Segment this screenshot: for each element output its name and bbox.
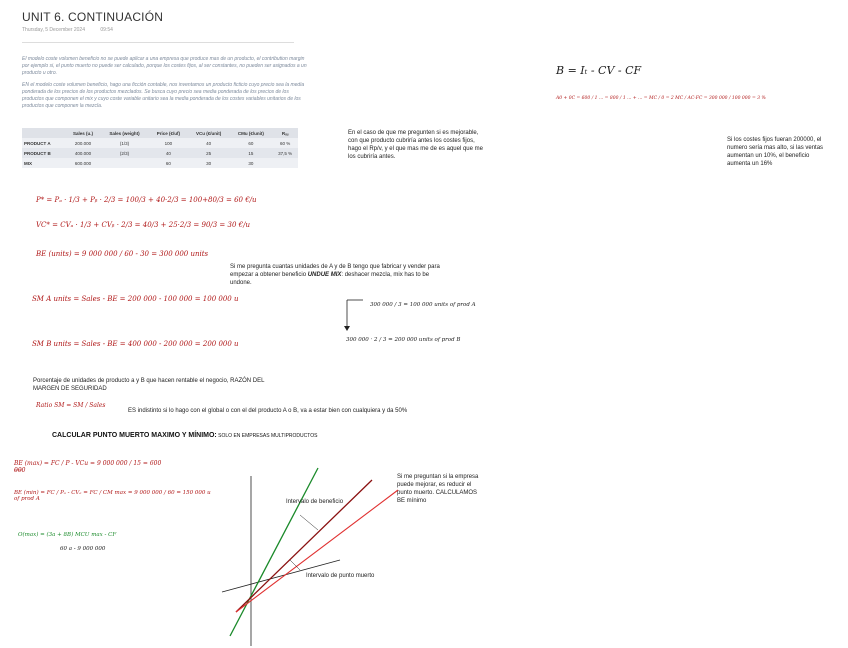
table-cell: 40: [149, 148, 188, 158]
undue-mix-label: UNDUE MIX: [307, 272, 342, 278]
table-header: VCu (€/unit): [188, 128, 230, 138]
table-cell: MIX: [22, 158, 66, 168]
arrow-b-result: 300 000 · 2 / 3 = 200 000 units of prod B: [346, 337, 461, 343]
table-cell: 600.000: [66, 158, 100, 168]
intro-paragraph-2: EN el modelo coste volumen beneficio, hago una ficción contable, nos inventamos un producto ficticio cuyo precio sea la media ponderada de los precios de los productos mezclados. Se busca cuyo precio sea media ponderada de los precios de los productos que componen el mix y cuyo coste variable unitario sea la media ponderada de los costes variables unitarios de los productos que componen la mezcla.: [22, 82, 305, 109]
intro-paragraph-1: El modelo coste volumen beneficio no se puede aplicar a una empresa que produce mas de un producto, el contribution margin por ejemplo si, el punto muerto no puede ser calculado, porque los costes fijos, al ser constantes, no pueden ser asignados a un producto u otro.: [22, 56, 307, 76]
table-cell: 400.000: [66, 148, 100, 158]
date-text: Thursday, 5 December 2024: [22, 27, 85, 33]
table-cell: 15: [230, 148, 273, 158]
table-cell: 30: [188, 158, 230, 168]
be-max-formula: BE (max) = FC / P - VCu = 9 000 000 / 15 = 600 000: [14, 460, 162, 474]
table-cell: (1/3): [100, 138, 149, 148]
table-header: Sales (u.): [66, 128, 100, 138]
table-cell: PRODUCT A: [22, 138, 66, 148]
benefit-pointer: [300, 515, 318, 530]
heading-main: CALCULAR PUNTO MUERTO MAXIMO Y MÍNIMO:: [52, 432, 217, 439]
table-cell: 40: [188, 138, 230, 148]
table-cell: 25: [188, 148, 230, 158]
o-max-formula-2: 60 a - 9 000 000: [60, 546, 106, 552]
table-cell: 37,5 %: [272, 148, 298, 158]
p-star-text: P* = Pₐ · 1/3 + Pᵦ · 2/3 = 100/3 + 40·2/3 = 100+80/3 = 60 €/u: [36, 196, 257, 204]
ratio-sm-formula: Ratio SM = SM / Sales: [36, 402, 106, 409]
table-cell: (2/3): [100, 148, 149, 158]
note-improve-question: Si me preguntan si la empresa puede mejorar, es reducir el punto muerto. CALCULAMOS BE mínimo: [397, 474, 479, 504]
arrow-a-result: 300 000 / 3 = 100 000 units of prod A: [370, 302, 476, 308]
sm-a-text: SM A units = Sales - BE = 200 000 - 100 000 = 100 000 u: [32, 295, 239, 303]
chart-label-dead: Intervalo de punto muerto: [306, 573, 375, 579]
table-cell: 60: [149, 158, 188, 168]
mix-sum-formula: A0 + 0C = 600 / 1 ... = 800 / 1 ... + ... = MC / 0 = 2 MC / AC·FC = 300 000 / 100 000 = 3 %: [556, 96, 766, 101]
red-line: [236, 490, 398, 612]
table-cell: 200.000: [66, 138, 100, 148]
green-line: [230, 468, 318, 636]
table-header: CMu (€/unit): [230, 128, 273, 138]
arrow-head: [344, 326, 350, 331]
heading-sub: SOLO EN EMPRESAS MULTIPRODUCTOS: [216, 433, 318, 439]
table-header: Rₓᵤ: [272, 128, 298, 138]
page-title: UNIT 6. CONTINUACIÓN: [22, 10, 164, 24]
table-cell: PRODUCT B: [22, 148, 66, 158]
note-percentage: Porcentaje de unidades de producto a y B que hacen rentable el negocio, RAZÓN DEL MARGEN DE SEGURIDAD: [33, 378, 265, 392]
table-cell: 60: [230, 138, 273, 148]
be-min-formula: BE (min) = FC / Pₐ - CVₐ = FC / CM max = 9 000 000 / 60 = 150 000 u of prod A: [14, 490, 211, 502]
note-fixed-costs: Si los costes fijos fueran 200000, el numero sería mas alto, si las ventas aumentan un 10%, el beneficio aumenta un 16%: [727, 137, 824, 167]
chart-label-benefit: Intervalo de beneficio: [286, 499, 344, 505]
note-indistinct: ES indistinto si lo hago con el global o con el del producto A o B, va a estar bien con cualquiera y da 50%: [128, 408, 408, 414]
vc-star-text: VC* = CVₐ · 1/3 + CVᵦ · 2/3 = 40/3 + 25·2/3 = 90/3 = 30 €/u: [36, 221, 250, 229]
profit-formula: B = Iₜ - CV - CF: [556, 64, 642, 77]
note-units-question-end: : deshacer mezcla, mix has to be undone.: [230, 272, 430, 286]
note-improvable: En el caso de que me pregunten si es mejorable, con que producto cubriría antes los costes fijos, hago el Rp/v, y el que mas me de es aquel que me los cubriría antes.: [348, 130, 483, 160]
note-units-question-text: Si me pregunta cuantas unidades de A y de B tengo que fabricar y vender para empezar a obtener beneficio: [230, 264, 440, 278]
o-max-formula: O(max) = (3a + 8B) MCU max - CF: [18, 532, 117, 538]
sm-b-text: SM B units = Sales - BE = 400 000 - 200 000 = 200 000 u: [32, 340, 239, 348]
table-cell: 30: [230, 158, 273, 168]
table-cell: 60 %: [272, 138, 298, 148]
time-text: 09:54: [100, 27, 113, 33]
be-text: BE (units) = 9 000 000 / 60 - 30 = 300 000 units: [36, 250, 209, 258]
table-header: Sales (weight): [100, 128, 149, 138]
table-cell: 100: [149, 138, 188, 148]
table-header: Price (€/uf): [149, 128, 188, 138]
